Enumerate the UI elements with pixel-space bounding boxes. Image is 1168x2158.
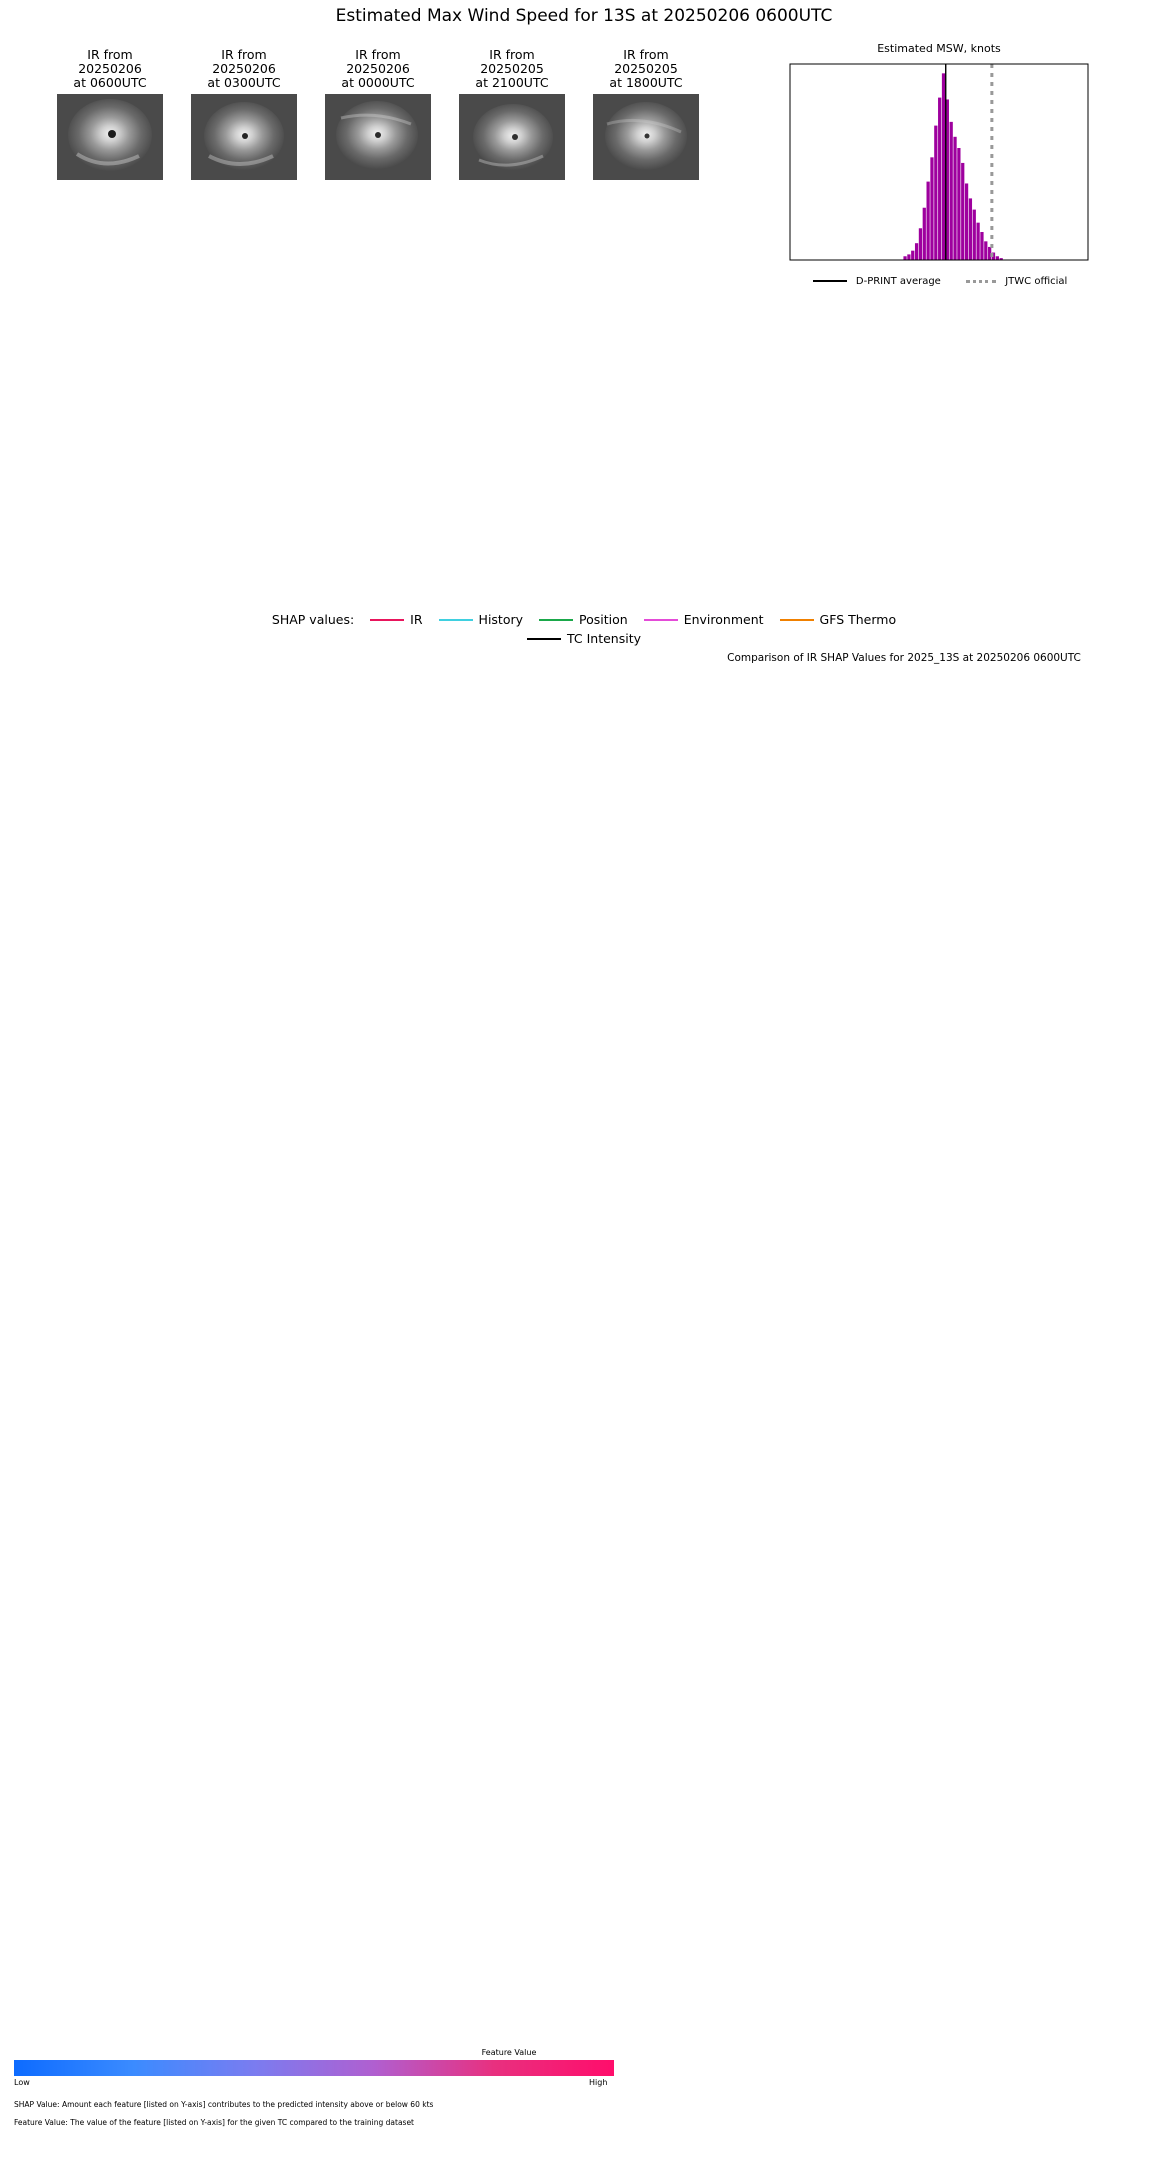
- legend-item-gfs-thermo[interactable]: [780, 612, 897, 627]
- ir-image-3h: [191, 94, 297, 180]
- ir-thumb-cap-line2: 20250205: [614, 61, 678, 76]
- feature-value-title: Feature Value: [481, 2048, 537, 2057]
- ir-thumb-cap-line2: 20250206: [346, 61, 410, 76]
- ir-thumb-cap-line1: IR from: [489, 47, 535, 62]
- dprint-average-label: D-PRINT average: [855, 276, 941, 287]
- legend-label-environment: Environment: [683, 612, 764, 627]
- ir-thumb-cap-line2: 20250206: [78, 61, 142, 76]
- feature-value-gradient: [14, 2060, 614, 2076]
- footnote-feature-value-text: Feature Value: The value of the feature [listed on Y-axis] for the given TC compared to the training dataset: [14, 2118, 415, 2127]
- ir-thumbnail-row: [50, 48, 750, 233]
- shap-timeseries-legend: [0, 612, 1168, 646]
- legend-label-gfs-thermo: GFS Thermo: [819, 612, 897, 627]
- ir-thumb-cap-line1: IR from: [87, 47, 133, 62]
- ir-thumb-cap-line3: at 0300UTC: [207, 75, 281, 90]
- msw-histogram-legend: [740, 276, 1140, 287]
- shap-timeseries-panel: [0, 305, 1168, 635]
- legend-label-ir: IR: [410, 612, 423, 627]
- legend-item-environment[interactable]: [644, 612, 764, 627]
- ir-thumbnail-2: [318, 48, 438, 180]
- legend-label-tc-intensity: TC Intensity: [566, 631, 641, 646]
- ir-thumbnail-0: [50, 48, 170, 180]
- legend-swatch-gfs-thermo: [780, 619, 814, 621]
- legend-swatch-environment: [644, 619, 678, 621]
- page-title: Estimated Max Wind Speed for 13S at 20250206 0600UTC: [335, 6, 833, 26]
- ir-thumb-cap-line3: at 2100UTC: [475, 75, 549, 90]
- ir-thumb-cap-line1: IR from: [623, 47, 669, 62]
- ir-thumbnail-1: [184, 48, 304, 180]
- legend-item-position[interactable]: [539, 612, 628, 627]
- feature-value-high: High: [589, 2078, 608, 2087]
- legend-swatch-history: [439, 619, 473, 621]
- msw-histogram-panel: [740, 30, 1140, 290]
- ir-thumb-cap-line3: at 1800UTC: [609, 75, 683, 90]
- legend-label-position: Position: [579, 612, 628, 627]
- legend-label-history: History: [478, 612, 524, 627]
- ir-thumb-cap-line1: IR from: [355, 47, 401, 62]
- feature-value-low: Low: [14, 2078, 30, 2087]
- ir-thumbnail-3: [452, 48, 572, 180]
- ir-thumbnail-4: [586, 48, 706, 180]
- svg-text:Estimated MSW, knots: Estimated MSW, knots: [877, 42, 1001, 55]
- legend-title: SHAP values:: [271, 612, 355, 627]
- footnote-shap-value: [14, 2100, 714, 2109]
- ir-image-6h: [325, 94, 431, 180]
- legend-item-ir[interactable]: [370, 612, 422, 627]
- legend-swatch-ir: [370, 619, 404, 621]
- ir-thumb-cap-line2: 20250205: [480, 61, 544, 76]
- legend-swatch-tc-intensity: [527, 638, 561, 640]
- ir-thumb-cap-line2: 20250206: [212, 61, 276, 76]
- dprint-average-line: [813, 280, 847, 282]
- ir-image-12h: [593, 94, 699, 180]
- ir-comparison-panel: [640, 648, 1168, 2068]
- footnote-feature-value: [14, 2118, 714, 2127]
- jtwc-official-line: [966, 280, 996, 283]
- feature-value-colorbar: [14, 2048, 614, 2087]
- ir-thumb-cap-line3: at 0600UTC: [73, 75, 147, 90]
- ir-thumb-cap-line3: at 0000UTC: [341, 75, 415, 90]
- shap-dotplot-panel: [0, 648, 640, 2078]
- legend-item-history[interactable]: [439, 612, 523, 627]
- ir-thumb-cap-line1: IR from: [221, 47, 267, 62]
- jtwc-official-label: JTWC official: [1005, 276, 1068, 287]
- ir-image-9h: [459, 94, 565, 180]
- legend-swatch-position: [539, 619, 573, 621]
- ir-comparison-title: Comparison of IR SHAP Values for 2025_13S at 20250206 0600UTC: [727, 652, 1081, 664]
- ir-image-0h: [57, 94, 163, 180]
- footnote-shap-value-text: SHAP Value: Amount each feature [listed on Y-axis] contributes to the predicted intensity above or below 60 kts: [14, 2100, 434, 2109]
